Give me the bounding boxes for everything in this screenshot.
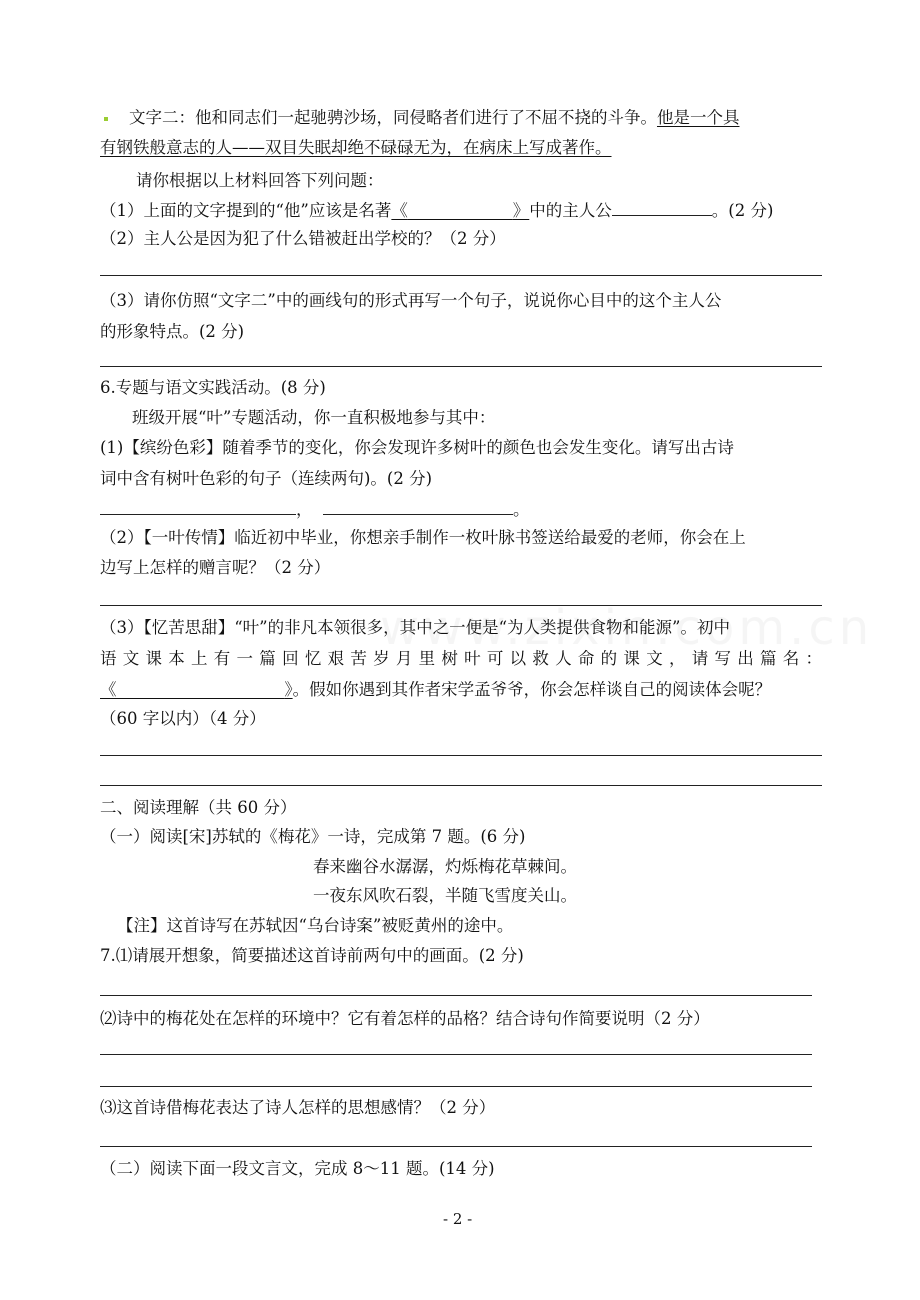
answer-line-q2[interactable] (100, 275, 822, 276)
answer-line-q7-1[interactable] (100, 995, 812, 996)
poem-line-1: 春来幽谷水潺潺，灼烁梅花草棘间。 (313, 857, 577, 876)
poem-note: 【注】这首诗写在苏轼因“乌台诗案”被贬黄州的途中。 (117, 916, 514, 935)
q6-s1-blank-2[interactable] (323, 498, 513, 515)
part2-sub1: （一）阅读[宋]苏轼的《梅花》一诗，完成第 7 题。(6 分) (100, 827, 526, 846)
text2-body: 他和同志们一起驰骋沙场，同侵略者们进行了不屈不挠的斗争。 (194, 108, 657, 127)
q1-middle: 中的主人公 (529, 201, 612, 220)
answer-line-q7-2-a[interactable] (100, 1054, 812, 1055)
answer-line-q6-s2[interactable] (100, 605, 822, 606)
q6-s1-comma: ， (296, 500, 313, 519)
q7-1: 7.⑴请展开想象，简要描述这首诗前两句中的画面。(2 分) (100, 946, 524, 965)
q6-s2-line1: （2）【一叶传情】临近初中毕业，你想亲手制作一枚叶脉书签送给最爱的老师，你会在上 (100, 528, 746, 547)
q6-s1-blank-1[interactable] (100, 498, 296, 515)
part2-heading: 二、阅读理解（共 60 分） (100, 798, 297, 817)
q7-3: ⑶这首诗借梅花表达了诗人怎样的思想感情？（2 分） (100, 1098, 496, 1117)
q6-s1-period: 。 (513, 500, 530, 519)
text2-label: 文字二： (128, 108, 195, 127)
q6-s1-line1: (1)【缤纷色彩】随着季节的变化，你会发现许多树叶的颜色也会发生变化。请写出古诗 (100, 438, 734, 457)
q1-suffix: 。(2 分) (711, 201, 774, 220)
q6-s3-line4: （60 字以内）（4 分） (100, 709, 266, 728)
q6-s1-answer (100, 498, 530, 521)
marker-dot (104, 117, 108, 121)
q6-s1-line2: 词中含有树叶色彩的句子（连续两句)。(2 分) (100, 469, 433, 488)
q6-s3-line3 (100, 679, 771, 701)
question-1 (100, 199, 773, 222)
page-number: - 2 - (443, 1210, 473, 1228)
question-3-line2: 的形象特点。(2 分) (100, 322, 245, 341)
text2-underlined-b: 有钢铁般意志的人——双目失眠却绝不碌碌无为，在病床上写成著作。 (100, 138, 612, 157)
question-3-line1: （3）请你仿照“文字二”中的画线句的形式再写一个句子，说说你心目中的这个主人公 (100, 291, 722, 310)
q1-prefix: （1）上面的文字提到的“他”应该是名著 (100, 201, 392, 220)
answer-line-q3[interactable] (100, 366, 822, 367)
q1-book-blank[interactable]: 《 》 (391, 201, 530, 220)
prompt: 请你根据以上材料回答下列问题： (136, 171, 384, 190)
q6-intro: 班级开展“叶”专题活动，你一直积极地参与其中： (132, 408, 496, 427)
text2-line1 (104, 107, 739, 129)
q1-hero-blank[interactable] (612, 199, 712, 216)
q6-s3-line2: 语文课本上有一篇回忆艰苦岁月里树叶可以救人命的课文，请写出篇名： (100, 649, 822, 668)
q7-2: ⑵诗中的梅花处在怎样的环境中？它有着怎样的品格？结合诗句作简要说明（2 分） (100, 1009, 710, 1028)
q6-s3-line3-rest: 。假如你遇到其作者宋学孟爷爷，你会怎样谈自己的阅读体会呢？ (292, 680, 772, 699)
answer-line-q6-s3-b[interactable] (100, 785, 822, 786)
poem-line-2: 一夜东风吹石裂，半随飞雪度关山。 (313, 886, 577, 905)
q6-s3-line1: （3）【忆苦思甜】“叶”的非凡本领很多，其中之一便是“为人类提供食物和能源”。初中 (100, 618, 730, 637)
q6-title: 6.专题与语文实践活动。(8 分) (100, 378, 326, 397)
answer-line-q7-2-b[interactable] (100, 1086, 812, 1087)
q6-s2-line2: 边写上怎样的赠言呢？（2 分） (100, 558, 331, 577)
question-2: （2）主人公是因为犯了什么错被赶出学校的？（2 分） (100, 229, 506, 248)
text2-underlined-a: 他是一个具 (656, 108, 740, 127)
answer-line-q7-3[interactable] (100, 1146, 812, 1147)
answer-line-q6-s3-a[interactable] (100, 755, 822, 756)
q6-s3-title-blank[interactable]: 《 》 (100, 680, 293, 699)
part2-sub2: （二）阅读下面一段文言文，完成 8～11 题。(14 分) (100, 1159, 495, 1178)
